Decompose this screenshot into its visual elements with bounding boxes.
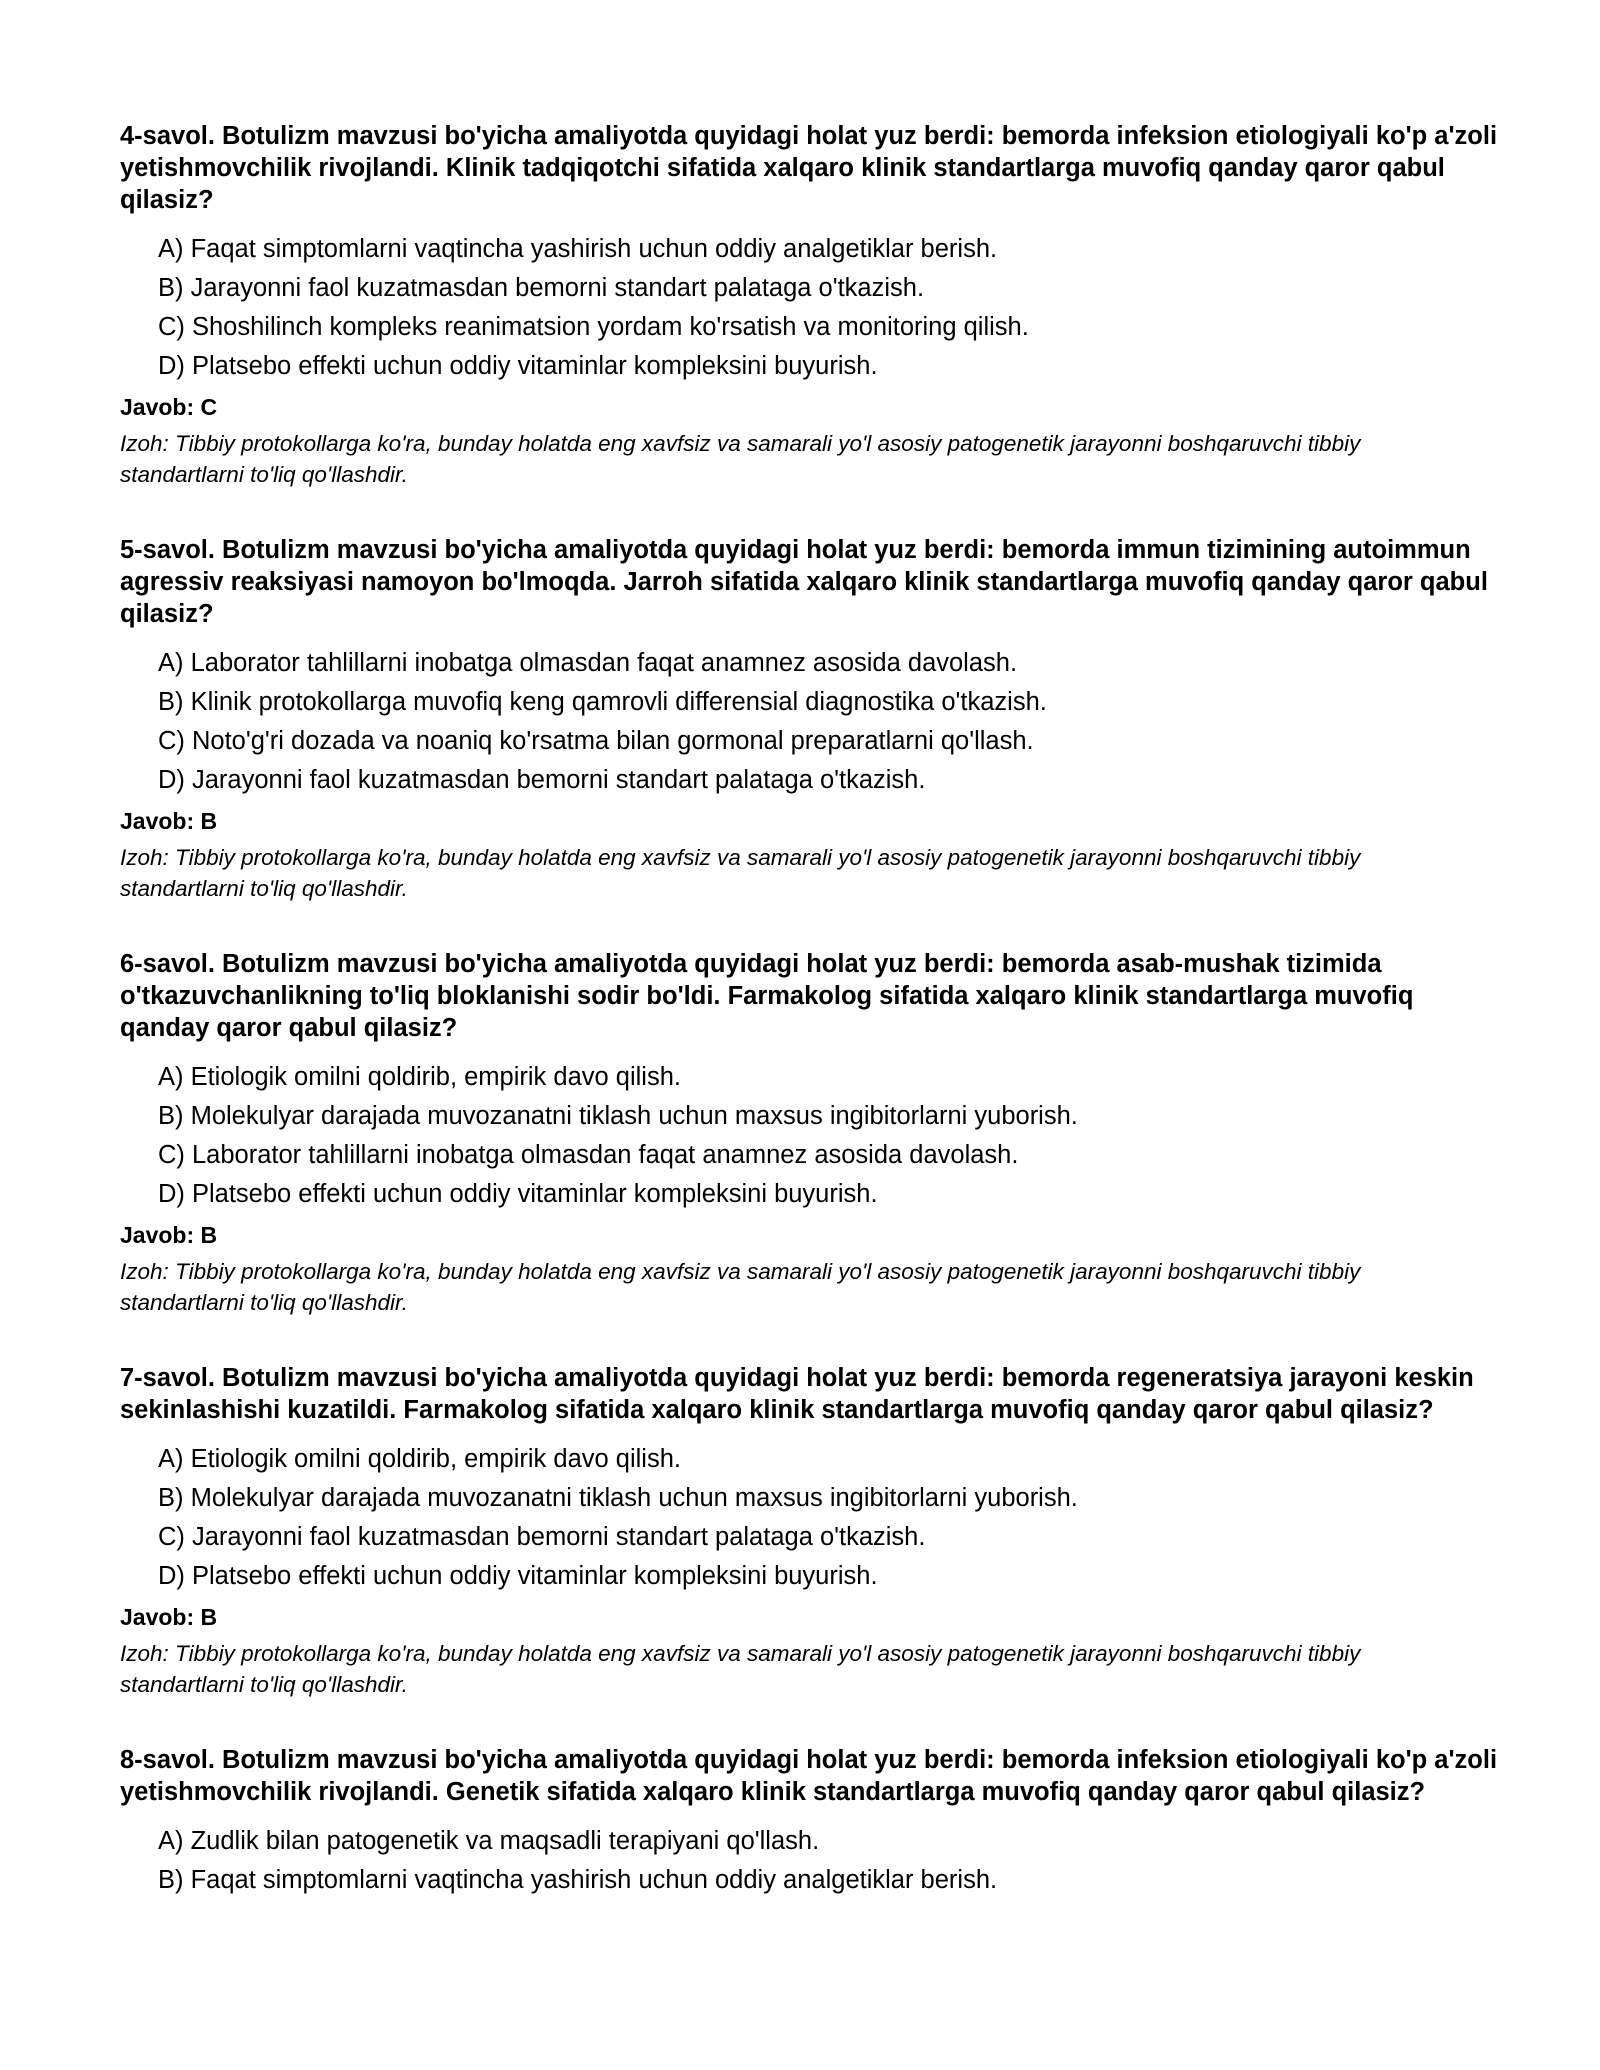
explanation-note: Izoh: Tibbiy protokollarga ko'ra, bunday holatda eng xavfsiz va samarali yo'l asosiy patogenetik jarayonni boshqaruvchi tibbiy standartlarni to'liq qo'llashdir.: [120, 1641, 1361, 1697]
option-d: D) Jarayonni faol kuzatmasdan bemorni standart palataga o'tkazish.: [158, 766, 926, 794]
question-block: [120, 1744, 1500, 1900]
question-title: 5-savol. Botulizm mavzusi bo'yicha amaliyotda quyidagi holat yuz berdi: bemorda immun tizimining autoimmun agressiv reaksiyasi namoyon bo'lmoqda. Jarroh sifatida xalqaro klinik standartlarga muvofiq qanday qaror qabul qilasiz?: [120, 536, 1488, 628]
option-b: B) Klinik protokollarga muvofiq keng qamrovli differensial diagnostika o'tkazish.: [158, 688, 1047, 716]
answer-label: Javob: B: [120, 1222, 218, 1248]
answer-label: Javob: B: [120, 808, 218, 834]
explanation-note: Izoh: Tibbiy protokollarga ko'ra, bunday holatda eng xavfsiz va samarali yo'l asosiy patogenetik jarayonni boshqaruvchi tibbiy standartlarni to'liq qo'llashdir.: [120, 1259, 1361, 1315]
question-block: [120, 120, 1500, 490]
option-list: [120, 1822, 1500, 1900]
option-a: A) Laborator tahlillarni inobatga olmasdan faqat anamnez asosida davolash.: [158, 649, 1018, 677]
option-d: D) Platsebo effekti uchun oddiy vitaminlar kompleksini buyurish.: [158, 1180, 878, 1208]
option-d: D) Platsebo effekti uchun oddiy vitaminlar kompleksini buyurish.: [158, 352, 878, 380]
document-page: [120, 120, 1500, 1944]
option-b: B) Jarayonni faol kuzatmasdan bemorni standart palataga o'tkazish.: [158, 274, 925, 302]
option-list: [120, 644, 1500, 800]
answer-label: Javob: B: [120, 1604, 218, 1630]
question-title: 7-savol. Botulizm mavzusi bo'yicha amaliyotda quyidagi holat yuz berdi: bemorda regeneratsiya jarayoni keskin sekinlashishi kuzatildi. Farmakolog sifatida xalqaro klinik standartlarga muvofiq qanday qaror qabul qilasiz?: [120, 1364, 1474, 1424]
option-b: B) Molekulyar darajada muvozanatni tiklash uchun maxsus ingibitorlarni yuborish.: [158, 1102, 1078, 1130]
option-b: B) Molekulyar darajada muvozanatni tiklash uchun maxsus ingibitorlarni yuborish.: [158, 1484, 1078, 1512]
option-list: [120, 1440, 1500, 1596]
option-a: A) Etiologik omilni qoldirib, empirik davo qilish.: [158, 1445, 681, 1473]
question-block: [120, 534, 1500, 904]
question-title: 6-savol. Botulizm mavzusi bo'yicha amaliyotda quyidagi holat yuz berdi: bemorda asab-mushak tizimida o'tkazuvchanlikning to'liq bloklanishi sodir bo'ldi. Farmakolog sifatida xalqaro klinik standartlarga muvofiq qanday qaror qabul qilasiz?: [120, 950, 1414, 1042]
option-a: A) Etiologik omilni qoldirib, empirik davo qilish.: [158, 1063, 681, 1091]
option-c: C) Jarayonni faol kuzatmasdan bemorni standart palataga o'tkazish.: [158, 1523, 926, 1551]
option-c: C) Noto'g'ri dozada va noaniq ko'rsatma bilan gormonal preparatlarni qo'llash.: [158, 727, 1034, 755]
option-c: C) Shoshilinch kompleks reanimatsion yordam ko'rsatish va monitoring qilish.: [158, 313, 1029, 341]
option-a: A) Faqat simptomlarni vaqtincha yashirish uchun oddiy analgetiklar berish.: [158, 235, 998, 263]
option-list: [120, 1058, 1500, 1214]
question-block: [120, 1362, 1500, 1700]
option-d: D) Platsebo effekti uchun oddiy vitaminlar kompleksini buyurish.: [158, 1562, 878, 1590]
explanation-note: Izoh: Tibbiy protokollarga ko'ra, bunday holatda eng xavfsiz va samarali yo'l asosiy patogenetik jarayonni boshqaruvchi tibbiy standartlarni to'liq qo'llashdir.: [120, 431, 1361, 487]
answer-label: Javob: C: [120, 394, 218, 420]
option-c: C) Laborator tahlillarni inobatga olmasdan faqat anamnez asosida davolash.: [158, 1141, 1019, 1169]
question-title: 8-savol. Botulizm mavzusi bo'yicha amaliyotda quyidagi holat yuz berdi: bemorda infeksion etiologiyali ko'p a'zoli yetishmovchilik rivojlandi. Genetik sifatida xalqaro klinik standartlarga muvofiq qanday qaror qabul qilasiz?: [120, 1746, 1498, 1806]
option-list: [120, 230, 1500, 386]
question-block: [120, 948, 1500, 1318]
question-title: 4-savol. Botulizm mavzusi bo'yicha amaliyotda quyidagi holat yuz berdi: bemorda infeksion etiologiyali ko'p a'zoli yetishmovchilik rivojlandi. Klinik tadqiqotchi sifatida xalqaro klinik standartlarga muvofiq qanday qaror qabul qilasiz?: [120, 122, 1498, 214]
option-a: A) Zudlik bilan patogenetik va maqsadli terapiyani qo'llash.: [158, 1827, 820, 1855]
explanation-note: Izoh: Tibbiy protokollarga ko'ra, bunday holatda eng xavfsiz va samarali yo'l asosiy patogenetik jarayonni boshqaruvchi tibbiy standartlarni to'liq qo'llashdir.: [120, 845, 1361, 901]
option-b: B) Faqat simptomlarni vaqtincha yashirish uchun oddiy analgetiklar berish.: [158, 1866, 998, 1894]
